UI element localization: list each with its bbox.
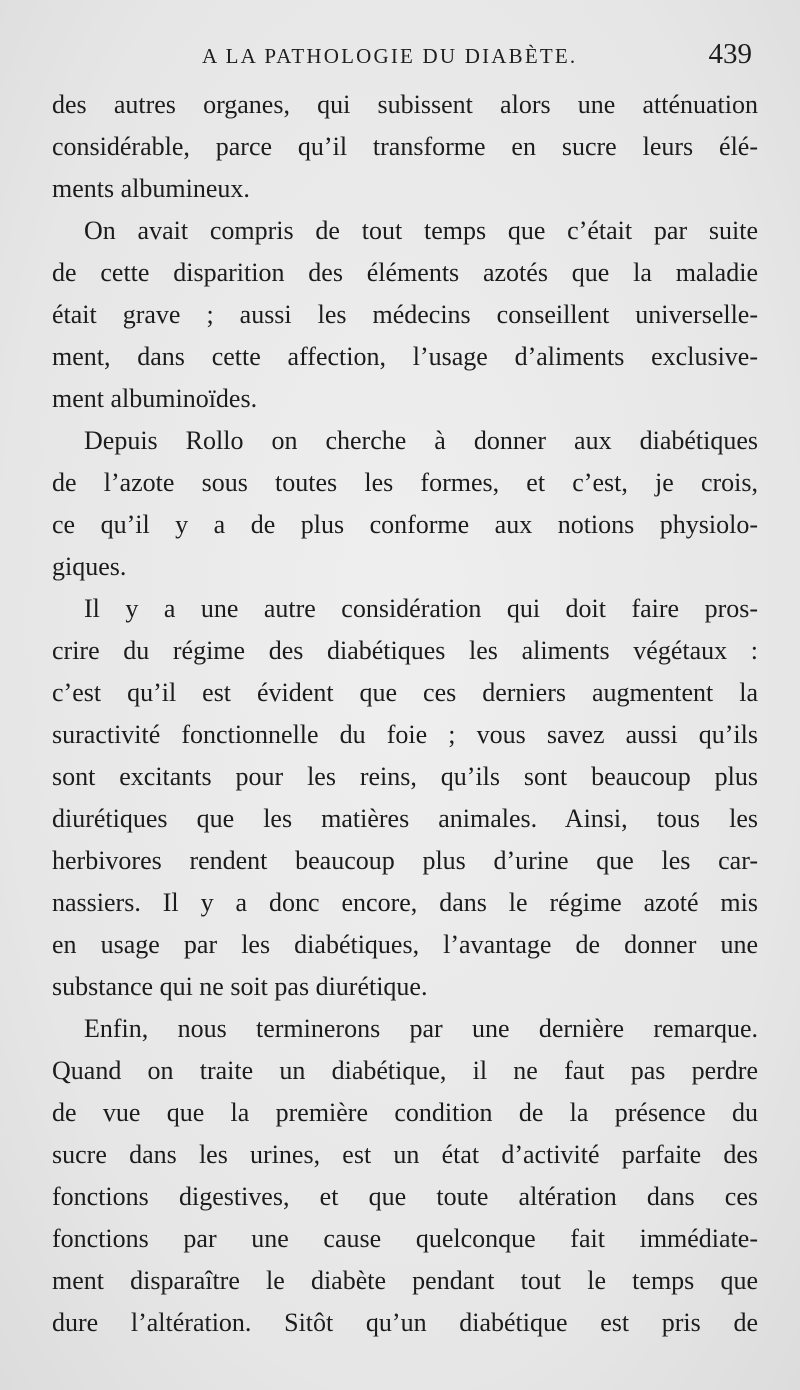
text-line: ment albuminoïdes. — [52, 384, 258, 413]
text-line: considérable, parce qu’il transforme en sucre leurs élé- — [52, 132, 758, 161]
body-text — [52, 84, 758, 1344]
page-number: 439 — [708, 38, 752, 70]
text-line: était grave ; aussi les médecins conseillent universelle- — [52, 300, 758, 329]
text-line: diurétiques que les matières animales. Ainsi, tous les — [52, 804, 758, 833]
text-line: fonctions par une cause quelconque fait immédiate- — [52, 1224, 758, 1253]
text-line: herbivores rendent beaucoup plus d’urine que les car- — [52, 846, 758, 875]
running-head — [52, 38, 752, 74]
text-line: suractivité fonctionnelle du foie ; vous savez aussi qu’ils — [52, 720, 758, 749]
text-line: c’est qu’il est évident que ces derniers augmentent la — [52, 678, 758, 707]
text-line: ment, dans cette affection, l’usage d’aliments exclusive- — [52, 342, 758, 371]
running-title: A LA PATHOLOGIE DU DIABÈTE. — [202, 44, 578, 68]
text-line: des autres organes, qui subissent alors une atténuation — [52, 90, 758, 119]
text-line: de cette disparition des éléments azotés que la maladie — [52, 258, 758, 287]
text-line: ment disparaître le diabète pendant tout le temps que — [52, 1266, 758, 1295]
text-line: nassiers. Il y a donc encore, dans le régime azoté mis — [52, 888, 758, 917]
text-line: fonctions digestives, et que toute altération dans ces — [52, 1182, 758, 1211]
text-line: de vue que la première condition de la présence du — [52, 1098, 758, 1127]
text-line: dure l’altération. Sitôt qu’un diabétique est pris de — [52, 1308, 758, 1337]
text-line: sont excitants pour les reins, qu’ils sont beaucoup plus — [52, 762, 758, 791]
text-line: sucre dans les urines, est un état d’activité parfaite des — [52, 1140, 758, 1169]
text-line: substance qui ne soit pas diurétique. — [52, 972, 428, 1001]
text-line: ments albumineux. — [52, 174, 250, 203]
paragraph-first-line: Enfin, nous terminerons par une dernière remarque. — [84, 1014, 758, 1043]
text-line: Quand on traite un diabétique, il ne faut pas perdre — [52, 1056, 758, 1085]
text-line: de l’azote sous toutes les formes, et c’est, je crois, — [52, 468, 758, 497]
text-line: giques. — [52, 552, 127, 581]
paragraph-first-line: On avait compris de tout temps que c’était par suite — [84, 216, 758, 245]
text-line: ce qu’il y a de plus conforme aux notions physiolo- — [52, 510, 758, 539]
paragraph-first-line: Il y a une autre considération qui doit faire pros- — [84, 594, 758, 623]
text-line: en usage par les diabétiques, l’avantage de donner une — [52, 930, 758, 959]
text-line: crire du régime des diabétiques les aliments végétaux : — [52, 636, 758, 665]
paragraph-first-line: Depuis Rollo on cherche à donner aux diabétiques — [84, 426, 758, 455]
